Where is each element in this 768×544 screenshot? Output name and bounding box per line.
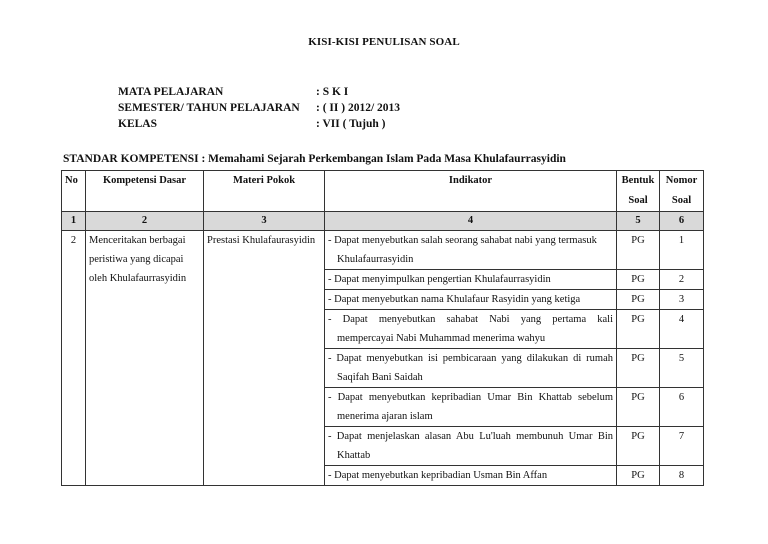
- kompetensi-line: Menceritakan berbagai: [89, 235, 186, 246]
- row-number: 2: [62, 231, 86, 486]
- bentuk-cell: PG: [617, 270, 660, 290]
- nomor-cell: 5: [660, 349, 704, 388]
- indikator-line1: - Dapat menyebutkan kepribadian Usman Bin Affan: [328, 470, 548, 481]
- header-nomor-line2: Soal: [671, 195, 692, 206]
- indikator-cell: [325, 427, 617, 466]
- numbering-cell: 2: [86, 212, 204, 231]
- indikator-line2: menerima ajaran islam: [337, 411, 433, 422]
- indikator-line1: - Dapat menyebutkan nama Khulafaur Rasyidin yang ketiga: [328, 294, 581, 305]
- kompetensi-line: peristiwa yang dicapai: [89, 254, 184, 265]
- bentuk-cell: PG: [617, 427, 660, 466]
- indikator-line1: - Dapat menyebutkan kepribadian Umar Bin Khattab sebelum: [328, 392, 613, 403]
- kompetensi-line: oleh Khulafaurrasyidin: [89, 273, 187, 284]
- indikator-line1: - Dapat menyimpulkan pengertian Khulafaurrasyidin: [328, 274, 551, 285]
- info-label: SEMESTER/ TAHUN PELAJARAN: [118, 102, 300, 114]
- grid-table: [61, 170, 704, 486]
- numbering-cell: 1: [62, 212, 86, 231]
- indikator-cell: [325, 231, 617, 270]
- info-label: KELAS: [118, 118, 157, 130]
- nomor-cell: 8: [660, 466, 704, 486]
- nomor-cell: 7: [660, 427, 704, 466]
- numbering-row: [62, 212, 704, 231]
- materi-cell: Prestasi Khulafaurasyidin: [204, 231, 325, 486]
- info-label: MATA PELAJARAN: [118, 86, 224, 98]
- numbering-cell: 6: [660, 212, 704, 231]
- nomor-cell: 3: [660, 290, 704, 310]
- numbering-cell: 4: [325, 212, 617, 231]
- indikator-cell: [325, 270, 617, 290]
- numbering-cell: 5: [617, 212, 660, 231]
- header-bentuk-line1: Bentuk: [621, 175, 655, 186]
- kompetensi-cell: [86, 231, 204, 486]
- table-row: [62, 231, 704, 270]
- info-row-subject: [118, 84, 400, 100]
- nomor-cell: 1: [660, 231, 704, 270]
- bentuk-cell: PG: [617, 231, 660, 270]
- info-value: : S K I: [316, 86, 349, 98]
- header-bentuk: [617, 171, 660, 212]
- indikator-cell: [325, 466, 617, 486]
- info-row-semester: [118, 100, 400, 116]
- indikator-cell: [325, 290, 617, 310]
- bentuk-cell: PG: [617, 310, 660, 349]
- header-no: No: [62, 171, 86, 212]
- bentuk-cell: PG: [617, 290, 660, 310]
- header-bentuk-line2: Soal: [628, 195, 648, 206]
- indikator-cell: [325, 310, 617, 349]
- header-kompetensi: Kompetensi Dasar: [86, 171, 204, 212]
- indikator-line1: - Dapat menjelaskan alasan Abu Lu'luah membunuh Umar Bin: [328, 431, 613, 442]
- bentuk-cell: PG: [617, 466, 660, 486]
- numbering-cell: 3: [204, 212, 325, 231]
- indikator-line1: - Dapat menyebutkan salah seorang sahabat nabi yang termasuk: [328, 235, 597, 246]
- info-value: : ( II ) 2012/ 2013: [316, 102, 401, 114]
- header-indikator: Indikator: [325, 171, 617, 212]
- indikator-line2: mempercayai Nabi Muhammad menerima wahyu: [337, 333, 546, 344]
- indikator-cell: [325, 349, 617, 388]
- header-nomor-line1: Nomor: [665, 175, 698, 186]
- indikator-cell: [325, 388, 617, 427]
- document-title: KISI-KISI PENULISAN SOAL: [308, 36, 460, 48]
- nomor-cell: 6: [660, 388, 704, 427]
- header-row: [62, 171, 704, 212]
- bentuk-cell: PG: [617, 388, 660, 427]
- indikator-line2: Khattab: [337, 450, 371, 461]
- bentuk-cell: PG: [617, 349, 660, 388]
- competency-standard: STANDAR KOMPETENSI : Memahami Sejarah Perkembangan Islam Pada Masa Khulafaurrasyidin: [63, 153, 566, 165]
- info-value: : VII ( Tujuh ): [316, 118, 386, 130]
- indikator-line1: - Dapat menyebutkan isi pembicaraan yang dilakukan di rumah: [328, 353, 613, 364]
- header-nomor: [660, 171, 704, 212]
- indikator-line1: - Dapat menyebutkan sahabat Nabi yang pertama kali: [328, 314, 613, 325]
- nomor-cell: 4: [660, 310, 704, 349]
- indikator-line2: Saqifah Bani Saidah: [337, 372, 423, 383]
- subject-info: [118, 84, 400, 132]
- header-materi: Materi Pokok: [204, 171, 325, 212]
- nomor-cell: 2: [660, 270, 704, 290]
- info-row-class: [118, 116, 400, 132]
- indikator-line2: Khulafaurrasyidin: [337, 254, 414, 265]
